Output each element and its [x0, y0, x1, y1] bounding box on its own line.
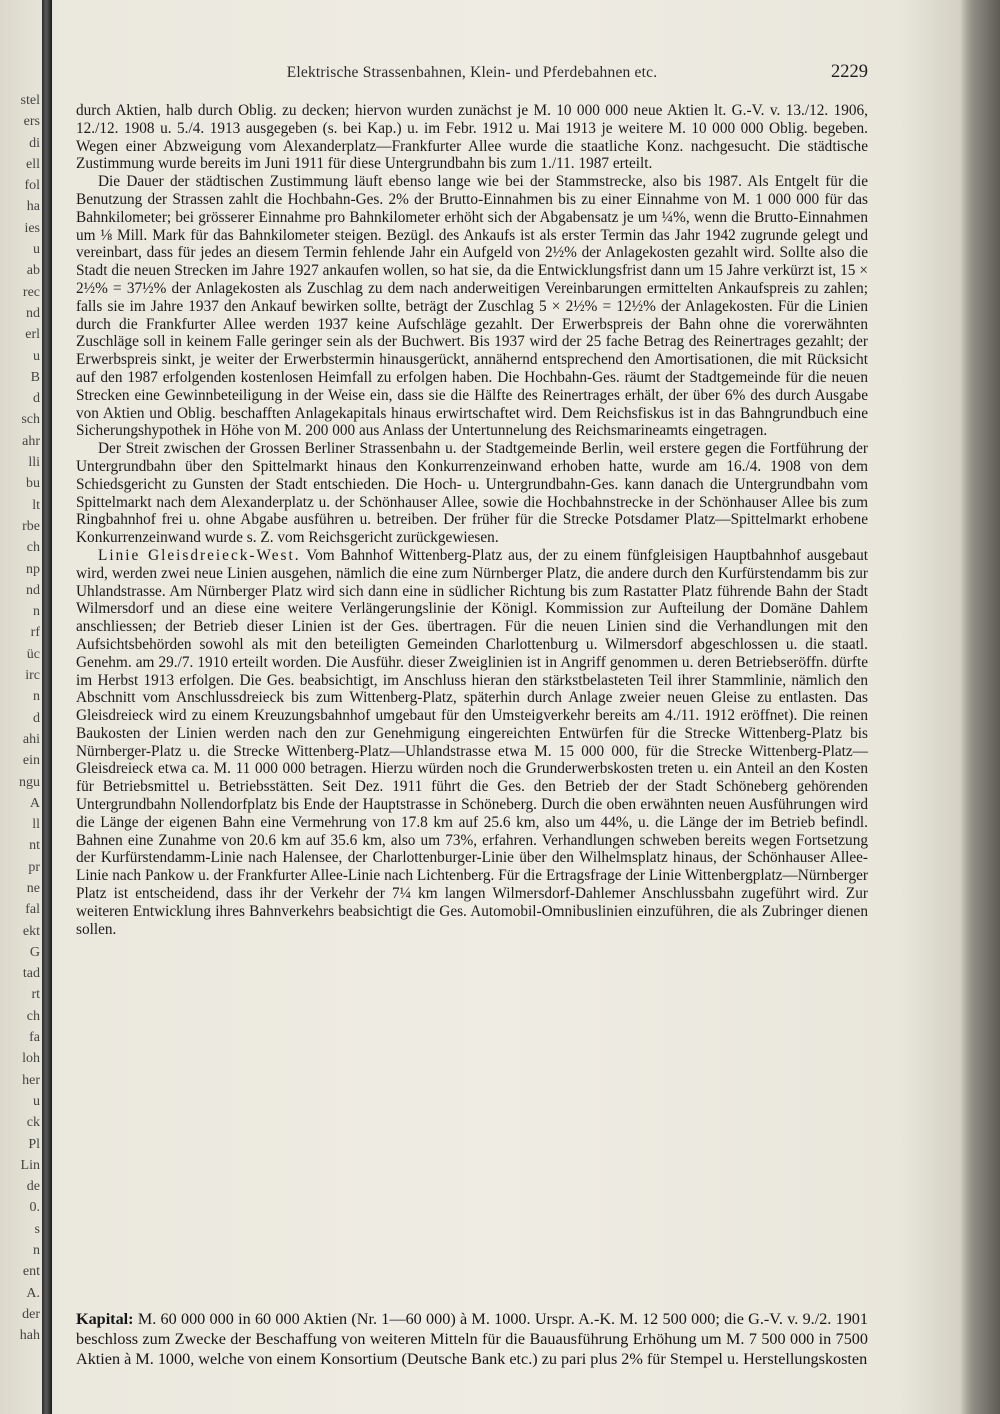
margin-fragment: pr: [28, 859, 40, 875]
kapital-text: M. 60 000 000 in 60 000 Aktien (Nr. 1—60 000) à M. 1000. Urspr. A.-K. M. 12 500 000; die G.-V. v. 9./2. 1901 beschloss zum Zwecke der Beschaffung von weiteren Mitteln für die Bauausführung Erhöhung um M. 7 500 000 in 7500 Aktien à M. 1000, welche von einem Konsortium (Deutsche Bank etc.) zu pari plus 2% für Stempel u. Herstellungskosten: [76, 1310, 868, 1369]
margin-fragment: stel: [20, 93, 40, 108]
margin-fragment: ne: [26, 880, 40, 896]
margin-fragment: n: [33, 689, 40, 705]
margin-fragment: sch: [21, 412, 40, 428]
margin-fragment: loh: [22, 1051, 40, 1067]
margin-fragment: ers: [23, 114, 40, 130]
book-gutter: [42, 0, 52, 1414]
margin-fragment: A: [29, 795, 40, 811]
margin-fragment: nd: [26, 305, 40, 321]
margin-fragment: her: [22, 1072, 40, 1088]
margin-fragment: n: [33, 604, 40, 620]
margin-fragment: B: [30, 369, 40, 385]
section-lead: Linie Gleisdreieck-West.: [98, 546, 301, 564]
margin-fragment: 0.: [29, 1200, 40, 1216]
paragraph-text: Die Dauer der städtischen Zustimmung läuft ebenso lange wie bei der Stammstrecke, also bis 1987. Als Entgelt für die Benutzung der Strassen zahlt die Hochbahn-Ges. 2% der Brutto-Einnahmen bis zu einer Einnahme von M. 1 000 000 für das Bahnkilometer; bei grösserer Einnahme pro Bahnkilometer erhöht sich der Abgabensatz je um ¼%, wenn die Brutto-Einnahmen um ⅛ Mill. Mark für das Bahnkilometer steigen. Bezügl. des Ankaufs ist als erster Termin das Jahr 1942 zugrunde gelegt und vereinbart, dass für jedes an diesem Termin fehlende Jahr ein Aufgeld von 2½% der Anlagekosten gezahlt wird. Sollte also die Stadt die neuen Strecken im Jahre 1927 ankaufen wollen, so hat sie, da die Entwicklungsfrist dann um 15 Jahre verkürzt ist, 15 × 2½% = 37½% der Anlagekosten als Zuschlag zu dem nach anderweitigen Vereinbarungen ermittelten Ankaufspreis zu zahlen; falls sie im Jahre 1937 den Ankauf bewirken sollte, beträgt der Zuschlag 5 × 2½% = 12½% der Anlagekosten. Für die Linien durch die Frankfurter Allee werden 1937 keine Aufschläge gezahlt. Der Erwerbspreis der Bahn ohne die vorerwähnten Zuschläge soll in keinem Falle geringer sein als der Buchwert. Bis 1937 wird der 25 fache Betrag des Reinertrages gezahlt; der Erwerbspreis sinkt, je weiter der Erwerbstermin hinausgerückt, annähernd entsprechend den Amortisationen, die mit Rücksicht auf den 1987 erfolgenden kostenlosen Heimfall zu erfolgen haben. Die Hochbahn-Ges. räumt der Stadtgemeinde für die neuen Strecken eine Gewinnbeteiligung in der Weise ein, dass sie die Hälfte des Reinertrages erhält, der über 6% des durch Ausgabe von Aktien und Oblig. beschafften Anlagekapitals hinaus erwirtschaftet wird. Dem Reichsfiskus ist in das Bahngrundbuch eine Sicherungshypothek in Höhe von M. 200 000 aus Anlass der Untertunnelung des Reichsmarineamts eingetragen.: [76, 173, 868, 440]
margin-fragment: ab: [26, 263, 40, 279]
margin-fragment: üc: [26, 646, 40, 662]
margin-fragment: u: [33, 348, 40, 364]
page-header: [76, 64, 868, 88]
margin-fragment: rf: [30, 625, 40, 641]
margin-fragment: ahr: [22, 433, 40, 449]
margin-fragment: ell: [26, 156, 40, 172]
kapital-section: [76, 1309, 868, 1370]
page-edge-shadow: [960, 0, 1000, 1414]
margin-fragment: ekt: [22, 923, 40, 939]
margin-fragment: fal: [25, 902, 40, 918]
paragraph-text: durch Aktien, halb durch Oblig. zu decken; hiervon wurden zunächst je M. 10 000 000 neue Aktien lt. G.-V. v. 13./12. 1906, 12./12. 1908 u. 5./4. 1913 ausgegeben (s. bei Kap.) u. im Febr. 1912 u. Mai 1913 je weitere M. 10 000 000 Oblig. begeben. Wegen einer Abzweigung vom Alexanderplatz—Frankfurter Allee wurde die staatliche Konz. nachgesucht. Die städtische Zustimmung wurde bereits im Juni 1911 für diese Untergrundbahn bis zum 1./11. 1987 erteilt.: [76, 102, 868, 173]
margin-fragment: nt: [29, 838, 40, 854]
margin-fragment: u: [33, 1093, 40, 1109]
paragraph: [76, 102, 868, 173]
body-text: [76, 102, 868, 938]
margin-fragment: tad: [22, 966, 40, 982]
paragraph: [76, 173, 868, 440]
margin-fragment: np: [26, 561, 40, 577]
margin-fragment: bu: [26, 476, 40, 492]
margin-fragment: fol: [24, 178, 40, 194]
margin-fragment: A.: [26, 1285, 40, 1301]
margin-fragment: ies: [24, 220, 40, 236]
margin-fragment: lt: [32, 497, 40, 513]
margin-fragment: rec: [22, 284, 40, 300]
margin-fragment: ck: [26, 1115, 40, 1131]
margin-fragment: ll: [32, 817, 40, 833]
margin-fragment: rbe: [22, 518, 40, 534]
margin-fragment: rt: [31, 987, 40, 1003]
margin-fragment: nd: [26, 582, 40, 598]
margin-fragment: de: [26, 1179, 40, 1195]
margin-fragment: d: [33, 710, 40, 726]
margin-fragment: irc: [25, 668, 40, 684]
margin-fragment: fa: [29, 1030, 40, 1046]
margin-fragment: ha: [26, 199, 40, 215]
page-number: 2229: [831, 62, 868, 82]
margin-fragment: n: [33, 1243, 40, 1259]
margin-fragment: Lin: [20, 1157, 40, 1173]
margin-fragment: hah: [19, 1328, 40, 1344]
margin-fragment: ahi: [22, 731, 40, 747]
paragraph: [76, 547, 868, 939]
margin-fragment: s: [34, 1221, 40, 1237]
margin-fragment: erl: [25, 327, 40, 343]
kapital-label: Kapital:: [76, 1310, 134, 1328]
running-head: Elektrische Strassenbahnen, Klein- und Pferdebahnen etc.: [286, 64, 658, 81]
margin-fragment: Pl: [28, 1136, 40, 1152]
margin-fragment: d: [33, 391, 40, 407]
paragraph: [76, 440, 868, 547]
margin-fragment: lli: [28, 455, 40, 471]
margin-fragment: der: [22, 1306, 40, 1322]
margin-fragment: G: [29, 944, 40, 960]
margin-fragment: ch: [26, 1008, 40, 1024]
margin-fragment: u: [33, 242, 40, 258]
previous-page-margin: [0, 90, 40, 1390]
margin-fragment: ent: [22, 1264, 40, 1280]
margin-fragment: ngu: [19, 774, 40, 790]
margin-fragment: ch: [26, 540, 40, 556]
margin-fragment: di: [29, 135, 40, 151]
margin-fragment: ein: [22, 753, 40, 769]
paragraph-text: Der Streit zwischen der Grossen Berliner Strassenbahn u. der Stadtgemeinde Berlin, weil erstere gegen die Fortführung der Untergrundbahn über den Spittelmarkt hinaus den Konkurrenzeinwand erhoben hatte, wurde am 16./4. 1908 von dem Schiedsgericht zu Gunsten der Stadt entschieden. Die Hoch- u. Untergrundbahn-Ges. kann danach die Untergrundbahn vom Spittelmarkt nach dem Alexanderplatz u. der Schönhauser Allee, sowie die Hochbahnstrecke in der Schönhauser Allee bis zum Ringbahnhof frei u. ohne Abgabe ausführen u. betreiben. Der früher für die Strecke Potsdamer Platz—Spittelmarkt erhobene Konkurrenzeinwand wurde s. Z. vom Reichsgericht zurückgewiesen.: [76, 440, 868, 547]
paragraph-text: Vom Bahnhof Wittenberg-Platz aus, der zu einem fünfgleisigen Hauptbahnhof ausgebaut wird, werden zwei neue Linien ausgehen, nämlich die eine zum Nürnberger Platz, die andere durch den Kurfürstendamm bis zur Uhlandstrasse. Am Nürnberger Platz wird sich dann eine in südlicher Richtung bis zum Rastatter Platz führende Bahn der Stadt Wilmersdorf und an diese eine weitere Verlängerungslinie der Königl. Kommission zur Aufteilung der Domäne Dahlem anschliessen; der Betrieb dieser Linien ist der Ges. übertragen. Für die neuen Linien sind die Verhandlungen mit den Aufsichtsbehörden sowohl als mit den beteiligten Gemeinden Charlottenburg u. Wilmersdorf abgeschlossen u. die staatl. Genehm. am 29./7. 1910 erteilt worden. Die Ausführ. dieser Zweiglinien ist in Angriff genommen u. deren Betriebseröffn. dürfte im Herbst 1913 erfolgen. Die Ges. beabsichtigt, im Anschluss hieran den stärkstbelasteten Teil ihrer Stammlinie, nämlich den Abschnitt vom Anschlussdreieck bis zum Wittenberg-Platz, späterhin durch Anlage zweier neuen Gleise zu entlasten. Das Gleisdreieck wird zu einem Kreuzungsbahnhof umgebaut für den Umsteigverkehr bereits am 4./11. 1912 eröffnet). Die reinen Baukosten der Linien werden nach den zur Genehmigung eingereichten Entwürfen für die Strecke Wittenberg-Platz bis Nürnberger-Platz u. die Strecke Wittenberg-Platz—Uhlandstrasse etwa M. 15 000 000, für die Strecke Wittenberg-Platz—Gleisdreieck etwa ca. M. 11 000 000 betragen. Hierzu würden noch die Grunderwerbskosten treten u. ein Anteil an den Kosten für Betriebsmittel u. Betriebsstätten. Seit Dez. 1911 führt die Ges. den Betrieb der der Stadt Schöneberg gehörenden Untergrundbahn Nollendorfplatz bis Ende der Hauptstrasse in Schöneberg. Durch die oben erwähnten neuen Ausführungen wird die Länge der eigenen Bahn eine Vermehrung von 17.8 km auf 25.6 km, also um 44%, u. die Länge der im Betrieb befindl. Bahnen eine Zunahme von 20.6 km auf 35.6 km, also um 73%, erfahren. Verhandlungen schweben bereits wegen Fortsetzung der Kurfürstendamm-Linie nach Halensee, der Charlottenburger-Linie über den Wilhelmsplatz hinaus, der Schönhauser Allee-Linie nach Pankow u. der Frankfurter Allee-Linie nach Lichtenberg. Für die Ertragsfrage der Linie Wittenbergplatz—Nürnberger Platz ist entscheidend, dass ihr der Verkehr der 7¼ km langen Wilmersdorf-Dahlemer Anschlussbahn zugeführt wird. Zur weiteren Entwicklung ihres Bahnverkehrs beabsichtigt die Ges. Automobil-Omnibuslinien einzuführen, die als Zubringer dienen sollen.: [76, 546, 868, 938]
